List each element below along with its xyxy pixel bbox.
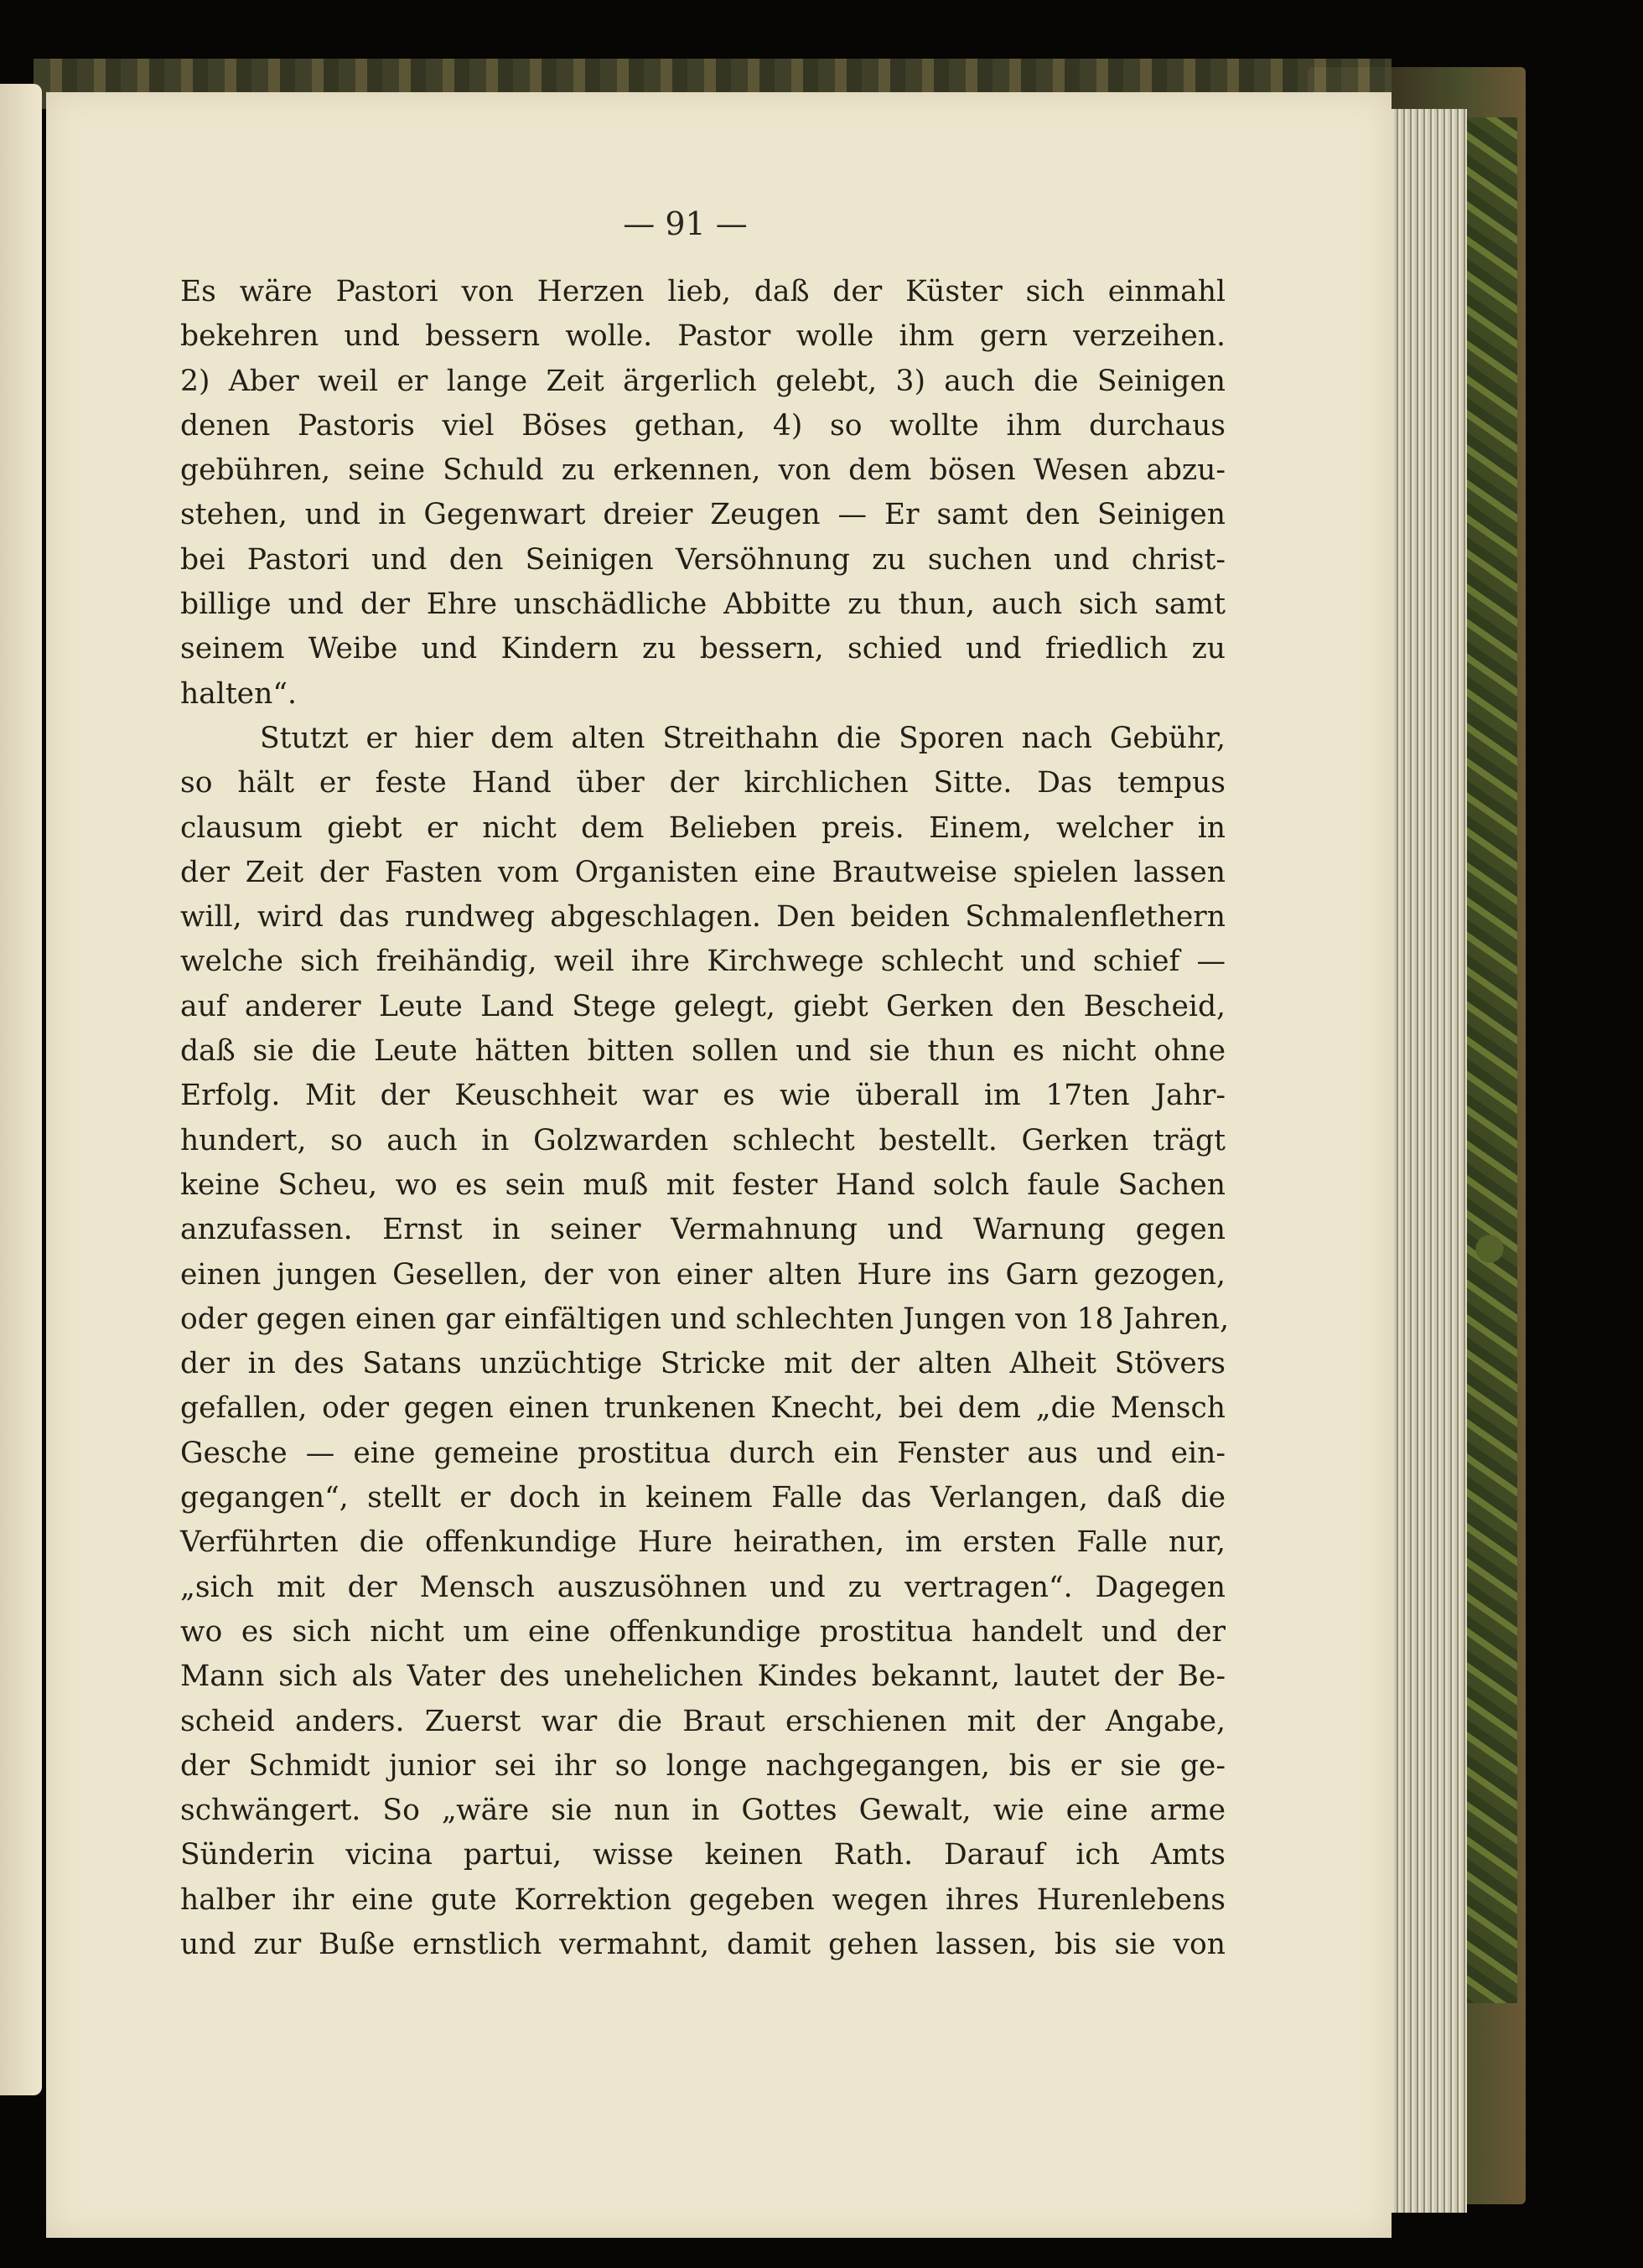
text-line: Mann sich als Vater des unehelichen Kindes bekannt, lautet der Be- bbox=[180, 1660, 1226, 1694]
text-line: scheid anders. Zuerst war die Braut erschienen mit der Angabe, bbox=[180, 1704, 1226, 1738]
text-line: so hält er feste Hand über der kirchlichen Sitte. Das tempus bbox=[180, 766, 1226, 800]
text-line: gefallen, oder gegen einen trunkenen Knecht, bei dem „die Mensch bbox=[180, 1391, 1226, 1426]
text-line: bei Pastori und den Seinigen Versöhnung zu suchen und christ- bbox=[180, 542, 1226, 577]
text-line: Sünderin vicina partui, wisse keinen Rath. Darauf ich Amts bbox=[180, 1838, 1226, 1872]
text-line: keine Scheu, wo es sein muß mit fester Hand solch faule Sachen bbox=[180, 1168, 1226, 1202]
text-line: auf anderer Leute Land Stege gelegt, giebt Gerken den Bescheid, bbox=[180, 989, 1226, 1023]
text-line: bekehren und bessern wolle. Pastor wolle ihm gern verzeihen. bbox=[180, 319, 1226, 354]
left-page-edge bbox=[0, 84, 42, 2095]
page-edges bbox=[1387, 109, 1467, 2213]
text-line: der Schmidt junior sei ihr so longe nachgegangen, bis er sie ge- bbox=[180, 1748, 1226, 1783]
text-line: Gesche — eine gemeine prostitua durch ein Fenster aus und ein- bbox=[180, 1436, 1226, 1470]
text-line: Verführten die offenkundige Hure heirathen, im ersten Falle nur, bbox=[180, 1525, 1226, 1560]
text-line: und zur Buße ernstlich vermahnt, damit gehen lassen, bis sie von bbox=[180, 1927, 1226, 1961]
text-line: Erfolg. Mit der Keuschheit war es wie überall im 17ten Jahr- bbox=[180, 1079, 1226, 1113]
body-text bbox=[180, 270, 1230, 1967]
text-line: schwängert. So „wäre sie nun in Gottes Gewalt, wie eine arme bbox=[180, 1794, 1226, 1828]
text-line: einen jungen Gesellen, der von einer alten Hure ins Garn gezogen, bbox=[180, 1257, 1226, 1292]
text-line: denen Pastoris viel Böses gethan, 4) so wollte ihm durchaus bbox=[180, 408, 1226, 443]
text-line: oder gegen einen gar einfältigen und schlechten Jungen von 18 Jahren, bbox=[180, 1302, 1230, 1336]
text-line: daß sie die Leute hätten bitten sollen und sie thun es nicht ohne bbox=[180, 1034, 1226, 1069]
text-line: halber ihr eine gute Korrektion gegeben wegen ihres Hurenlebens bbox=[180, 1882, 1226, 1917]
book-page bbox=[46, 92, 1392, 2238]
text-line: gegangen“, stellt er doch in keinem Falle das Verlangen, daß die bbox=[180, 1481, 1226, 1515]
text-line: gebühren, seine Schuld zu erkennen, von dem bösen Wesen abzu- bbox=[180, 453, 1226, 488]
text-line: der Zeit der Fasten vom Organisten eine Brautweise spielen lassen bbox=[180, 855, 1226, 889]
text-line: welche sich freihändig, weil ihre Kirchwege schlecht und schief — bbox=[180, 945, 1226, 979]
page-number: — 91 — bbox=[623, 205, 748, 242]
text-line: seinem Weibe und Kindern zu bessern, schied und friedlich zu bbox=[180, 632, 1226, 666]
text-line: billige und der Ehre unschädliche Abbitte zu thun, auch sich samt bbox=[180, 588, 1226, 622]
text-line: wo es sich nicht um eine offenkundige prostitua handelt und der bbox=[180, 1614, 1226, 1649]
text-line: clausum giebt er nicht dem Belieben preis. Einem, welcher in bbox=[180, 810, 1226, 845]
text-line: „sich mit der Mensch auszusöhnen und zu vertragen“. Dagegen bbox=[180, 1570, 1226, 1604]
text-line: der in des Satans unzüchtige Stricke mit der alten Alheit Stövers bbox=[180, 1347, 1226, 1381]
text-line: anzufassen. Ernst in seiner Vermahnung und Warnung gegen bbox=[180, 1213, 1226, 1247]
text-line: will, wird das rundweg abgeschlagen. Den beiden Schmalenflethern bbox=[180, 900, 1226, 935]
text-line: halten“. bbox=[180, 676, 297, 711]
text-line: stehen, und in Gegenwart dreier Zeugen — Er samt den Seinigen bbox=[180, 498, 1226, 532]
text-line: Es wäre Pastori von Herzen lieb, daß der Küster sich einmahl bbox=[180, 275, 1226, 308]
text-line: 2) Aber weil er lange Zeit ärgerlich gelebt, 3) auch die Seinigen bbox=[180, 364, 1226, 398]
text-line: Stutzt er hier dem alten Streithahn die Sporen nach Gebühr, bbox=[260, 721, 1226, 755]
text-line: hundert, so auch in Golzwarden schlecht bestellt. Gerken trägt bbox=[180, 1123, 1226, 1157]
